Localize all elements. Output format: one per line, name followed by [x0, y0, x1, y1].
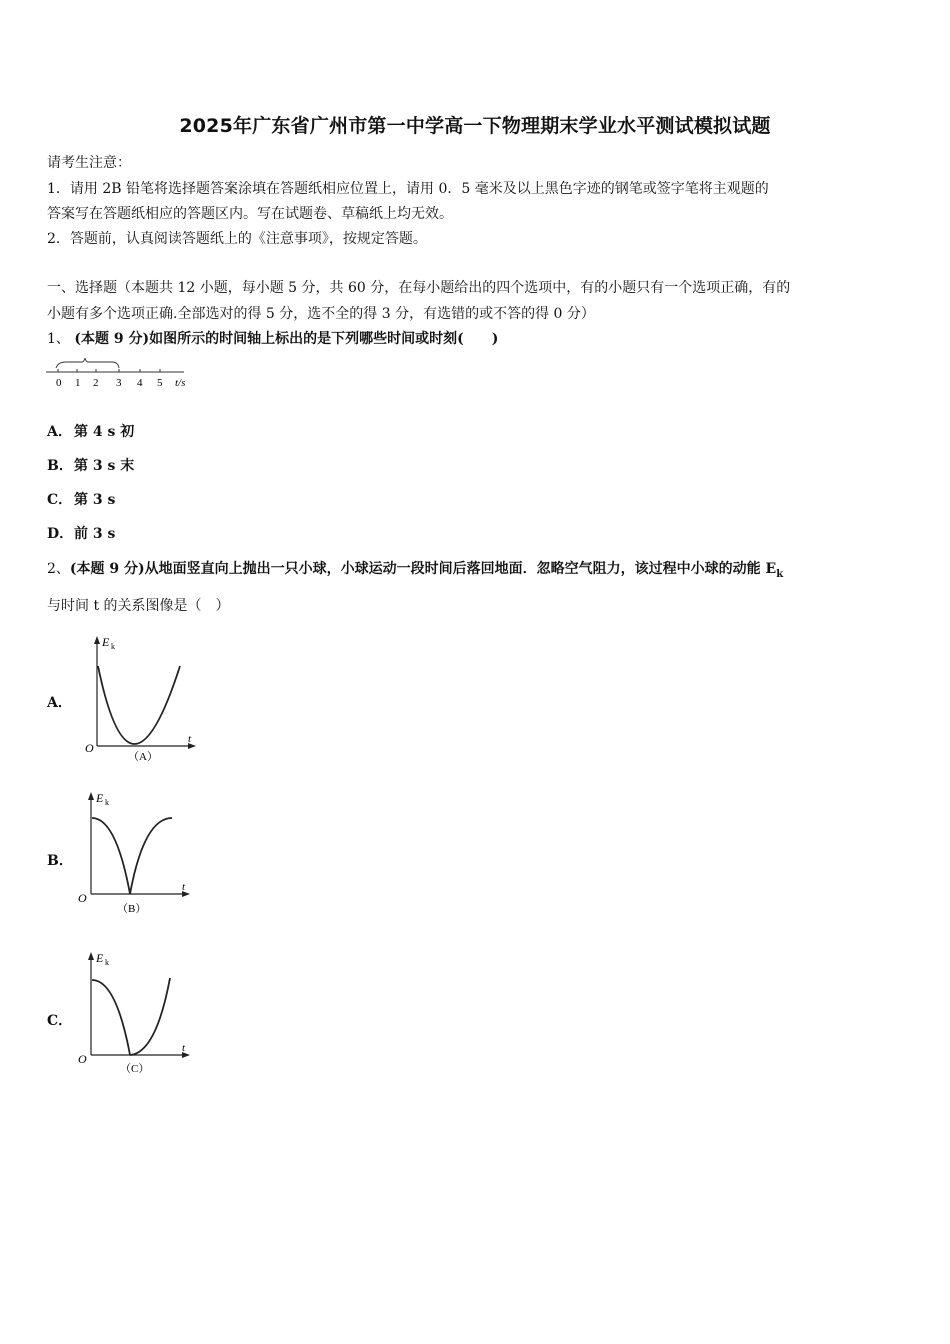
axis-unit-label: t/s: [175, 377, 186, 389]
question-2-subscript: k: [776, 568, 784, 580]
tick-label: 0: [56, 377, 62, 389]
option-text: 第 4 s 初: [74, 424, 135, 440]
time-axis-figure: [44, 358, 204, 394]
y-axis-label: E: [96, 791, 104, 805]
option-label: D．: [47, 526, 74, 542]
graph-a-label[interactable]: A．: [47, 695, 72, 711]
page-title: 2025年广东省广州市第一中学高一下物理期末学业水平测试模拟试题: [179, 115, 771, 137]
graph-b[interactable]: [74, 788, 194, 923]
question-1-number: 1、: [47, 331, 70, 347]
graph-caption: （A）: [128, 751, 158, 763]
tick-label: 5: [157, 377, 163, 389]
option-d[interactable]: [47, 523, 115, 543]
brace-mark: [56, 358, 119, 368]
notice-line-3: 2．答题前，认真阅读答题纸上的《注意事项》，按规定答题。: [47, 231, 427, 247]
graph-c-label[interactable]: C．: [47, 1013, 73, 1029]
x-axis-label: t: [182, 881, 186, 893]
origin-label: O: [78, 1052, 87, 1066]
y-axis-arrow: [88, 952, 94, 960]
ek-curve: [98, 666, 180, 744]
question-2-text: (本题 9 分)从地面竖直向上抛出一只小球，小球运动一段时间后落回地面．忽略空气阻力，该过程中小球的动能 E: [69, 561, 777, 577]
option-b[interactable]: [47, 455, 134, 475]
y-axis-subscript: k: [111, 642, 115, 651]
tick-label: 1: [75, 377, 81, 389]
option-text: 前 3 s: [74, 526, 116, 542]
graph-c[interactable]: [74, 948, 194, 1083]
origin-label: O: [78, 891, 87, 905]
question-2-number: 2、: [47, 561, 70, 577]
notice-line-2: 答案写在答题纸相应的答题区内。写在试题卷、草稿纸上均无效。: [47, 206, 453, 222]
y-axis-arrow: [88, 792, 94, 800]
option-a[interactable]: [47, 421, 134, 441]
y-axis-label: E: [102, 635, 110, 649]
ek-curve-rising: [130, 978, 170, 1055]
question-2-stem: [47, 558, 783, 580]
tick-label: 3: [116, 377, 122, 389]
y-axis-subscript: k: [105, 798, 109, 807]
y-axis-arrow: [94, 636, 100, 644]
x-axis-label: t: [182, 1042, 186, 1054]
y-axis-subscript: k: [105, 958, 109, 967]
graph-b-label[interactable]: B．: [47, 853, 73, 869]
x-axis-label: t: [188, 733, 192, 745]
tick-label: 4: [137, 377, 143, 389]
option-label: B．: [47, 458, 73, 474]
option-text: 第 3 s 末: [74, 458, 135, 474]
notice-heading: 请考生注意：: [47, 155, 131, 171]
option-c[interactable]: [47, 489, 115, 509]
ek-curve-falling: [92, 980, 130, 1055]
option-label: A．: [47, 424, 72, 440]
option-label: C．: [47, 492, 73, 508]
question-1-stem: [47, 328, 498, 348]
tick-label: 2: [93, 377, 99, 389]
ek-curve: [92, 818, 172, 894]
graph-caption: （B）: [117, 903, 147, 915]
notice-line-1: 1．请用 2B 铅笔将选择题答案涂填在答题纸相应位置上，请用 0．5 毫米及以上黑色字迹的钢笔或签字笔将主观题的: [47, 181, 769, 197]
origin-label: O: [85, 741, 94, 755]
option-text: 第 3 s: [74, 492, 116, 508]
question-1-text: (本题 9 分)如图所示的时间轴上标出的是下列哪些时间或时刻( ): [74, 331, 499, 347]
y-axis-label: E: [96, 951, 104, 965]
graph-a[interactable]: [80, 632, 200, 772]
question-2-stem-line-2: 与时间 t 的关系图像是（ ）: [47, 598, 230, 614]
section-intro-line-2: 小题有多个选项正确.全部选对的得 5 分，选不全的得 3 分，有选错的或不答的得 0 分）: [47, 306, 595, 322]
section-intro-line-1: 一、选择题（本题共 12 小题，每小题 5 分，共 60 分，在每小题给出的四个选项中，有的小题只有一个选项正确，有的: [47, 280, 791, 296]
graph-caption: （C）: [120, 1063, 150, 1075]
